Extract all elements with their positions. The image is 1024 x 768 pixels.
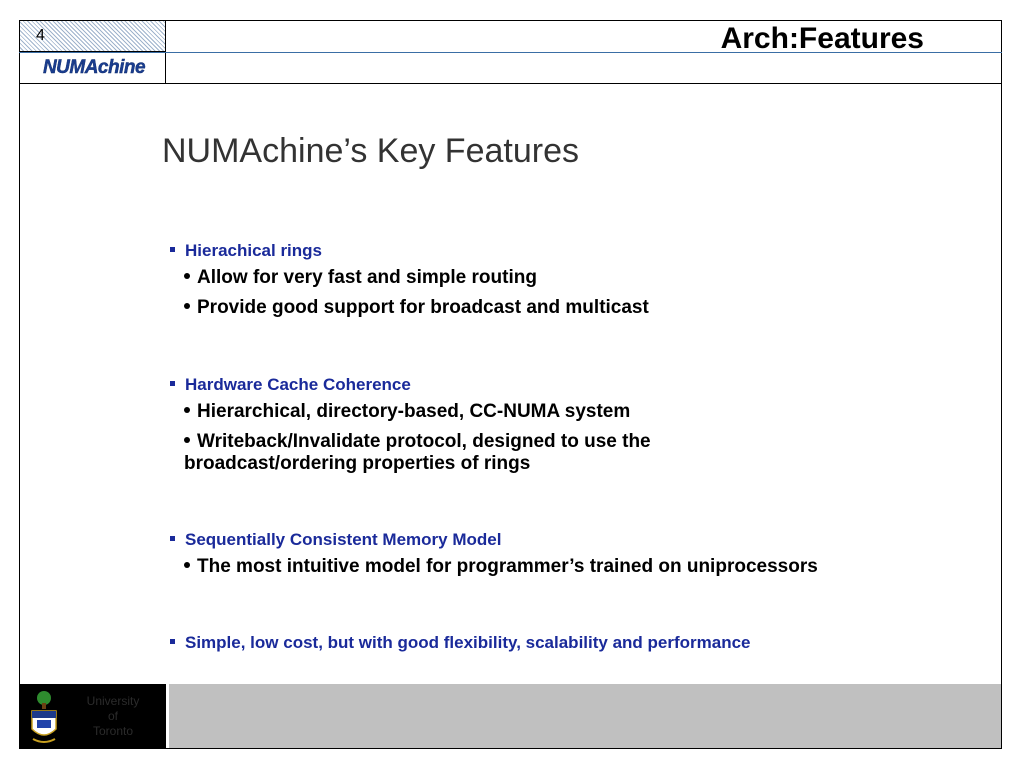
bullet-heading bbox=[170, 375, 411, 395]
university-crest-icon bbox=[27, 689, 61, 745]
page-number: 4 bbox=[36, 27, 45, 44]
dot-bullet-icon bbox=[184, 437, 190, 443]
footer-bar bbox=[169, 684, 1001, 748]
sub-bullet-text: Allow for very fast and simple routing bbox=[197, 267, 537, 288]
dot-bullet-icon bbox=[184, 303, 190, 309]
university-line: University bbox=[86, 694, 140, 708]
dot-bullet-icon bbox=[184, 273, 190, 279]
sub-bullet-text: Writeback/Invalidate protocol, designed to use the bbox=[197, 431, 651, 452]
university-name bbox=[78, 694, 148, 739]
sub-bullet-continuation bbox=[184, 453, 530, 475]
sub-bullet bbox=[184, 431, 651, 453]
sub-bullet-text: The most intuitive model for programmer’s trained on uniprocessors bbox=[197, 556, 818, 577]
square-bullet-icon bbox=[170, 247, 175, 252]
bullet-heading bbox=[170, 633, 751, 653]
slide-title: NUMAchine’s Key Features bbox=[162, 132, 579, 170]
bullet-heading-text: Simple, low cost, but with good flexibility, scalability and performance bbox=[185, 633, 751, 652]
header-bottom-border bbox=[19, 83, 1002, 84]
bullet-heading-text: Hierachical rings bbox=[185, 241, 323, 260]
bullet-heading bbox=[170, 530, 501, 550]
sub-bullet-text: Hierarchical, directory-based, CC-NUMA system bbox=[197, 401, 631, 422]
sub-bullet bbox=[184, 401, 630, 423]
square-bullet-icon bbox=[170, 639, 175, 644]
bullet-heading-text: Hardware Cache Coherence bbox=[185, 375, 411, 394]
sub-bullet-text: Provide good support for broadcast and multicast bbox=[197, 297, 649, 318]
section-title: Arch:Features bbox=[720, 22, 924, 55]
numachine-logo: NUMAchine bbox=[28, 56, 160, 80]
university-line: of bbox=[107, 709, 118, 723]
sub-bullet bbox=[184, 267, 537, 289]
dot-bullet-icon bbox=[184, 407, 190, 413]
dot-bullet-icon bbox=[184, 562, 190, 568]
sub-bullet bbox=[184, 556, 818, 578]
university-line: Toronto bbox=[92, 724, 134, 738]
sub-bullet-text: broadcast/ordering properties of rings bbox=[184, 453, 531, 474]
bullet-heading bbox=[170, 241, 322, 261]
logo-box bbox=[20, 53, 166, 83]
footer-logo-panel bbox=[20, 684, 166, 748]
bullet-heading-text: Sequentially Consistent Memory Model bbox=[185, 530, 502, 549]
page-number-box bbox=[20, 21, 166, 52]
square-bullet-icon bbox=[170, 381, 175, 386]
square-bullet-icon bbox=[170, 536, 175, 541]
sub-bullet bbox=[184, 297, 649, 319]
